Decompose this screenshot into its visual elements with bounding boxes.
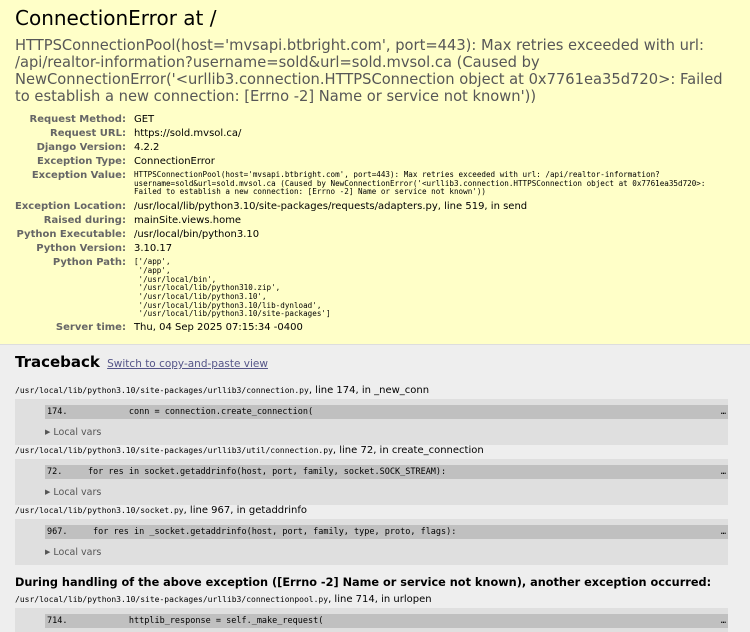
code-line: 174. conn = connection.create_connection(	[47, 407, 314, 418]
frame-file-path: /usr/local/lib/python3.10/site-packages/urllib3/connectionpool.py	[15, 595, 329, 605]
expand-ellipsis[interactable]: …	[720, 616, 726, 627]
meta-label: Exception Type:	[37, 156, 126, 167]
meta-row	[15, 321, 705, 335]
traceback-frame	[15, 385, 728, 445]
frame-body	[15, 399, 728, 445]
meta-label: Exception Location:	[15, 201, 126, 213]
meta-row	[15, 214, 705, 228]
meta-row	[15, 256, 705, 321]
meta-row	[15, 242, 705, 256]
meta-value: 3.10.17	[133, 243, 173, 255]
traceback-frame	[15, 445, 728, 505]
local-vars-label: Local vars	[53, 547, 102, 559]
local-vars-label: Local vars	[53, 427, 102, 439]
meta-value: Thu, 04 Sep 2025 07:15:34 -0400	[133, 322, 303, 334]
meta-label: Request URL:	[50, 128, 126, 139]
meta-value: /usr/local/lib/python3.10/site-packages/requests/adapters.py, line 519, in send	[133, 201, 528, 213]
meta-value: GET	[133, 114, 155, 125]
meta-label: Django Version:	[36, 142, 126, 153]
meta-row	[15, 200, 705, 214]
context-line[interactable]	[45, 525, 728, 539]
meta-row	[15, 228, 705, 242]
meta-label: Exception Value:	[31, 170, 126, 181]
meta-label: Request Method:	[29, 114, 126, 125]
error-message: HTTPSConnectionPool(host='mvsapi.btbright.com', port=443): Max retries exceeded with url: /api/realtor-information?username=sold&url=sold.mvsol.ca (Caused by NewConnectionError('<urllib3.connection.HTTPSConnection object at 0x7761ea35d720>: Failed to establish a new connection: [Errno -2] Name or service not known'))	[15, 37, 723, 105]
disclosure-triangle-icon: ▶	[45, 428, 51, 437]
frame-filename	[15, 505, 728, 519]
meta-row	[15, 141, 705, 155]
frame-location: , line 967, in getaddrinfo	[183, 505, 308, 517]
meta-label: Raised during:	[43, 215, 126, 227]
frame-file-path: /usr/local/lib/python3.10/site-packages/urllib3/connection.py	[15, 386, 309, 396]
traceback-title: Traceback	[15, 353, 100, 372]
frame-location: , line 174, in _new_conn	[308, 385, 430, 397]
traceback-heading	[15, 353, 728, 373]
local-vars-toggle[interactable]	[45, 479, 728, 501]
code-line: 714. httplib_response = self._make_request(	[47, 616, 324, 627]
meta-row	[15, 113, 705, 127]
traceback-frame	[15, 505, 728, 565]
request-meta-table	[15, 113, 705, 335]
disclosure-triangle-icon: ▶	[45, 548, 51, 557]
code-line: 967. for res in _socket.getaddrinfo(host, port, family, type, proto, flags):	[47, 527, 457, 538]
meta-label: Python Path:	[52, 257, 126, 269]
meta-label: Server time:	[55, 322, 126, 334]
code-line: 72. for res in socket.getaddrinfo(host, port, family, socket.SOCK_STREAM):	[47, 467, 447, 478]
meta-value: 4.2.2	[133, 142, 160, 153]
meta-value: ConnectionError	[133, 156, 215, 167]
meta-label: Python Executable:	[16, 229, 126, 241]
frame-filename	[15, 385, 728, 399]
frame-body	[15, 608, 728, 632]
traceback-section	[0, 345, 750, 632]
meta-value: https://sold.mvsol.ca/	[133, 128, 242, 139]
python-path-value: ['/app', '/app', '/usr/local/bin', '/usr/local/lib/python310.zip', '/usr/local/lib/python3.10', '/usr/local/lib/python3.10/lib-dynload', '/usr/local/lib/python3.10/site-packages']	[133, 257, 331, 319]
frame-body	[15, 459, 728, 505]
meta-row	[15, 169, 705, 200]
local-vars-label: Local vars	[53, 487, 102, 499]
error-title: ConnectionError at /	[15, 6, 217, 30]
context-line[interactable]	[45, 465, 728, 479]
context-line[interactable]	[45, 405, 728, 419]
chained-exception-heading: During handling of the above exception ([Errno -2] Name or service not known), another exception occurred:	[15, 576, 712, 590]
expand-ellipsis[interactable]: …	[720, 467, 726, 478]
frame-filename	[15, 594, 728, 608]
context-line[interactable]	[45, 614, 728, 628]
frame-filename	[15, 445, 728, 459]
exception-value: HTTPSConnectionPool(host='mvsapi.btbright.com', port=443): Max retries exceeded with url: /api/realtor-information? username=sold&url=sold.mvsol.ca (Caused by NewConnectionError('<urllib3.connection.HTTPSConnection object at 0x7761ea35d720>: Failed to establish a new connection: [Errno -2] Name or service not known'))	[133, 170, 706, 197]
expand-ellipsis[interactable]: …	[720, 527, 726, 538]
local-vars-toggle[interactable]	[45, 419, 728, 441]
traceback-frame	[15, 594, 728, 632]
disclosure-triangle-icon: ▶	[45, 488, 51, 497]
frame-location: , line 72, in create_connection	[332, 445, 484, 457]
meta-value: mainSite.views.home	[133, 215, 242, 227]
frame-file-path: /usr/local/lib/python3.10/site-packages/urllib3/util/connection.py	[15, 446, 333, 456]
switch-view-link[interactable]: Switch to copy-and-paste view	[107, 358, 268, 371]
meta-label: Python Version:	[36, 243, 126, 255]
meta-row	[15, 155, 705, 169]
frame-body	[15, 519, 728, 565]
frame-location: , line 714, in urlopen	[328, 594, 432, 606]
meta-row	[15, 127, 705, 141]
expand-ellipsis[interactable]: …	[720, 407, 726, 418]
local-vars-toggle[interactable]	[45, 539, 728, 561]
meta-value: /usr/local/bin/python3.10	[133, 229, 260, 241]
frame-file-path: /usr/local/lib/python3.10/socket.py	[15, 506, 184, 516]
